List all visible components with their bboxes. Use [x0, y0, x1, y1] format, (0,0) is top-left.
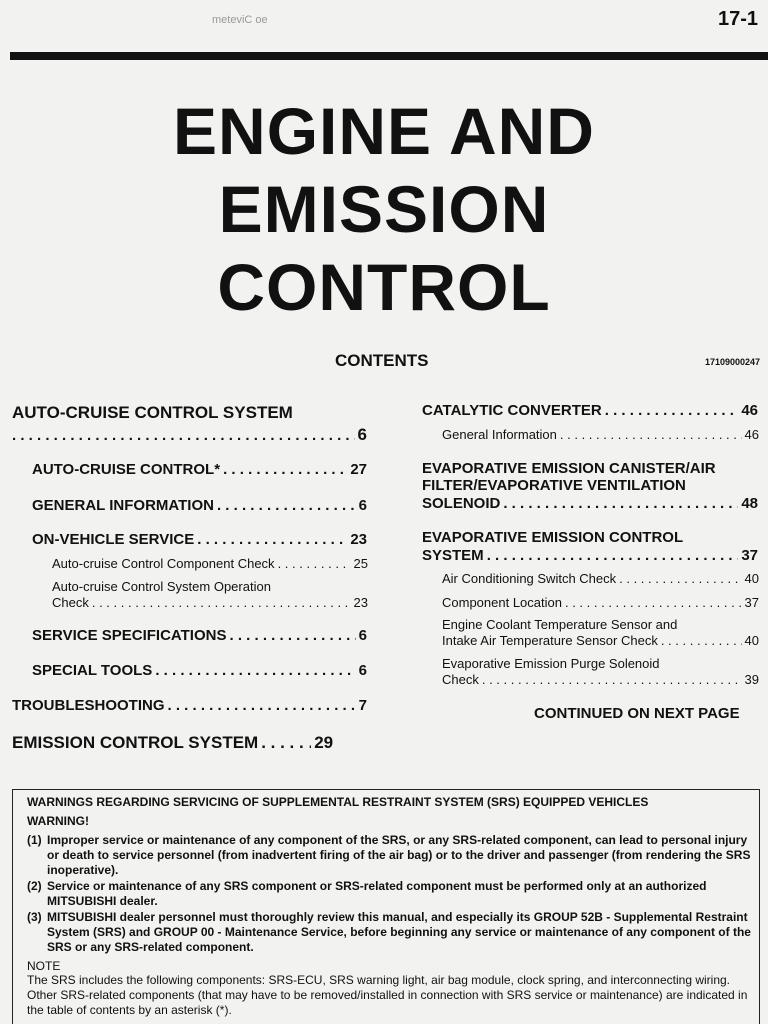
toc-entry-special-tools[interactable]: [32, 662, 367, 679]
toc-label: ON-VEHICLE SERVICE: [32, 531, 195, 548]
toc-operation-check-line-1[interactable]: Auto-cruise Control System Operation: [52, 579, 271, 594]
toc-page: 23: [350, 531, 367, 548]
toc-label: SOLENOID: [422, 495, 501, 512]
toc-entry-canister[interactable]: [422, 495, 758, 512]
faint-header-text: meteviC oe: [212, 14, 268, 26]
toc-label: Check: [52, 595, 89, 610]
toc-label: CATALYTIC CONVERTER: [422, 402, 602, 419]
toc-entry-acc-system[interactable]: [12, 425, 367, 445]
warning-label: WARNING!: [27, 814, 89, 828]
toc-canister-line-2[interactable]: FILTER/EVAPORATIVE VENTILATION: [422, 477, 686, 494]
note-text: The SRS includes the following components: SRS-ECU, SRS warning light, air bag module, clock spring, and interconnecting wiring. Other SRS-related components (that may have to be removed/installed in connection with SRS service or maintenance) are indicated in the table of contents by an asterisk (*).: [27, 973, 748, 1017]
srs-warning-box: [12, 789, 760, 1024]
toc-page: 40: [744, 571, 759, 586]
toc-label: Component Location: [442, 595, 562, 610]
warning-item-text: Improper service or maintenance of any component of the SRS, or any SRS-related component, can lead to personal injury or death to service personnel (from inadvertent firing of the air bag) or to the driver and passenger (from rendering the SRS inoperative).: [47, 833, 751, 877]
toc-label: Check: [442, 672, 479, 687]
toc-entry-service-specifications[interactable]: [32, 627, 367, 644]
toc-entry-operation-check[interactable]: [52, 595, 368, 610]
page-number: 17-1: [717, 8, 758, 30]
title-line-1: ENGINE AND: [173, 94, 595, 168]
toc-page: 48: [741, 495, 758, 512]
title-line-3: CONTROL: [217, 250, 551, 324]
toc-label: TROUBLESHOOTING: [12, 697, 165, 714]
toc-purge-line-1[interactable]: Evaporative Emission Purge Solenoid: [442, 656, 660, 671]
toc-page: 37: [744, 595, 759, 610]
warning-item: [27, 910, 751, 955]
toc-page: 46: [744, 427, 759, 442]
warning-item-number: (1): [27, 833, 42, 847]
toc-coolant-line-1[interactable]: Engine Coolant Temperature Sensor and: [442, 617, 678, 632]
warning-item: [27, 879, 751, 909]
toc-label: SPECIAL TOOLS: [32, 662, 153, 679]
toc-entry-on-vehicle-service[interactable]: [32, 531, 367, 548]
toc-evap-system-line-1[interactable]: EVAPORATIVE EMISSION CONTROL: [422, 529, 684, 546]
toc-label: General Information: [442, 427, 557, 442]
toc-page: 40: [744, 633, 759, 648]
toc-label: SERVICE SPECIFICATIONS: [32, 627, 227, 644]
toc-label: GENERAL INFORMATION: [32, 497, 214, 514]
toc-page: 25: [353, 556, 368, 571]
toc-label: Air Conditioning Switch Check: [442, 571, 617, 586]
toc-acc-system-label[interactable]: AUTO-CRUISE CONTROL SYSTEM: [12, 403, 293, 422]
toc-entry-ac-switch-check[interactable]: [442, 571, 759, 586]
toc-label: Auto-cruise Control Component Check: [52, 556, 275, 571]
toc-entry-purge-solenoid[interactable]: [442, 672, 759, 687]
contents-heading: CONTENTS: [335, 351, 429, 370]
warning-heading: WARNINGS REGARDING SERVICING OF SUPPLEMENTAL RESTRAINT SYSTEM (SRS) EQUIPPED VEHICLES: [27, 795, 649, 809]
toc-page: 6: [358, 627, 367, 644]
toc-label: AUTO-CRUISE CONTROL*: [32, 461, 221, 478]
document-code: 17109000247: [704, 357, 760, 367]
toc-entry-component-check[interactable]: [52, 556, 368, 571]
toc-entry-acc[interactable]: [32, 461, 367, 478]
toc-page: 39: [744, 672, 759, 687]
header-rule: [10, 52, 768, 60]
warning-item-number: (3): [27, 910, 42, 924]
toc-page: 37: [741, 547, 758, 564]
toc-label: SYSTEM: [422, 547, 484, 564]
title-line-2: EMISSION: [218, 172, 550, 246]
toc-entry-cat-general-information[interactable]: [442, 427, 759, 442]
warning-item-number: (2): [27, 879, 42, 893]
page-title: [0, 92, 768, 326]
toc-page: 6: [357, 425, 367, 444]
continued-notice: CONTINUED ON NEXT PAGE: [534, 705, 740, 722]
toc-label: EMISSION CONTROL SYSTEM: [12, 733, 259, 752]
toc-label: Intake Air Temperature Sensor Check: [442, 633, 658, 648]
toc-page: 29: [314, 733, 334, 752]
toc-page: 7: [358, 697, 367, 714]
toc-page: 27: [350, 461, 367, 478]
note-label: NOTE: [27, 959, 61, 973]
warning-item-text: MITSUBISHI dealer personnel must thoroughly review this manual, and especially its GROUP 52B - Supplemental Restraint System (SRS) and GROUP 00 - Maintenance Service, before beginning any service or maintenance of any component of the SRS or any SRS-related component.: [47, 910, 751, 954]
toc-entry-general-information[interactable]: [32, 497, 367, 514]
toc-page: 46: [741, 402, 758, 419]
warning-item: [27, 833, 751, 878]
toc-entry-coolant-sensor[interactable]: [442, 633, 759, 648]
toc-entry-evap-system[interactable]: [422, 547, 758, 564]
toc-entry-catalytic-converter[interactable]: [422, 402, 758, 419]
toc-page: 6: [358, 497, 367, 514]
warning-item-text: Service or maintenance of any SRS component or SRS-related component must be performed only at an authorized MITSUBISHI dealer.: [47, 879, 707, 908]
toc-page: 6: [358, 662, 367, 679]
toc-entry-emission-control-system[interactable]: [12, 733, 367, 753]
toc-canister-line-1[interactable]: EVAPORATIVE EMISSION CANISTER/AIR: [422, 460, 716, 477]
toc-page: 23: [353, 595, 368, 610]
toc-entry-troubleshooting[interactable]: [12, 697, 367, 714]
toc-entry-component-location[interactable]: [442, 595, 759, 610]
